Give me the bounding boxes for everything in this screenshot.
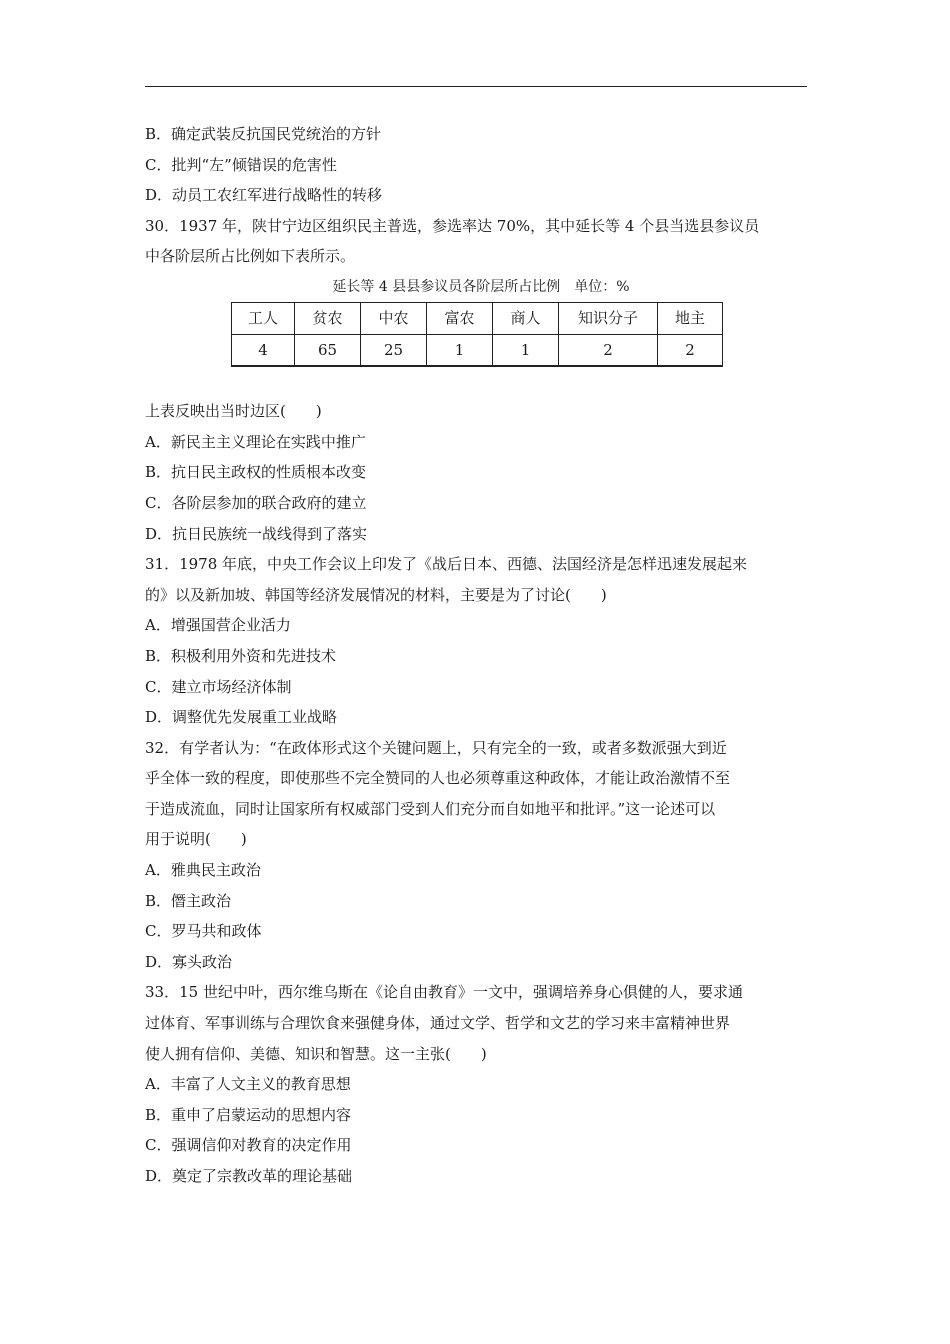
header-rule [145, 86, 807, 87]
q33-option-b: B．重申了启蒙运动的思想内容 [145, 1105, 352, 1124]
q31-option-d: D．调整优先发展重工业战略 [145, 708, 338, 727]
table-value-cell: 25 [361, 334, 427, 366]
q30-option-d: D．抗日民族统一战线得到了落实 [145, 524, 368, 543]
table-header-cell: 知识分子 [559, 302, 658, 334]
q33-option-d: D．奠定了宗教改革的理论基础 [145, 1167, 353, 1185]
q33-option-a: A．丰富了人文主义的教育思想 [145, 1075, 351, 1094]
q31-option-b: B．积极利用外资和先进技术 [145, 646, 337, 665]
q32-option-c: C．罗马共和政体 [145, 922, 262, 941]
q31-option-a: A．增强国营企业活力 [145, 616, 291, 635]
table-value-cell: 1 [427, 334, 493, 366]
q30-option-b: B．抗日民主政权的性质根本改变 [145, 463, 367, 482]
table-value-cell: 2 [658, 334, 723, 366]
q30-stem-line-2: 中各阶层所占比例如下表所示。 [145, 247, 356, 266]
table-header-cell: 工人 [232, 302, 295, 334]
q29-option-d: D．动员工农红军进行战略性的转移 [145, 186, 383, 205]
table-header-cell: 中农 [361, 302, 427, 334]
q32-option-d: D．寡头政治 [145, 952, 233, 971]
table-header-cell: 富农 [427, 302, 493, 334]
q33-stem-line-1: 33．15 世纪中叶，西尔维乌斯在《论自由教育》一文中，强调培养身心俱健的人，要求通 [145, 983, 743, 1002]
question-32 [145, 733, 807, 978]
question-33 [145, 977, 807, 1191]
table-header-cell: 商人 [493, 302, 559, 334]
q30-table-value-row [232, 334, 723, 366]
q31-stem-line-1: 31．1978 年底，中央工作会议上印发了《战后日本、西德、法国经济是怎样迅速发展起来 [145, 555, 748, 574]
q33-option-c: C．强调信仰对教育的决定作用 [145, 1136, 352, 1155]
q32-stem-line-4: 用于说明( ) [145, 830, 247, 849]
table-value-cell: 1 [493, 334, 559, 366]
table-value-cell: 2 [559, 334, 658, 366]
table-value-cell: 4 [232, 334, 295, 366]
q33-stem-line-2: 过体育、军事训练与合理饮食来强健身体，通过文学、哲学和文艺的学习来丰富精神世界 [145, 1014, 731, 1033]
q30-stem-line-1: 30．1937 年，陕甘宁边区组织民主普选，参选率达 70%，其中延长等 4 个县当选县参议员 [145, 216, 760, 235]
q32-option-a: A．雅典民主政治 [145, 861, 261, 880]
question-30 [145, 211, 807, 549]
q30-table-caption: 延长等 4 县县参议员各阶层所占比例 单位：% [332, 278, 630, 295]
q30-table [231, 302, 723, 367]
q32-stem-line-2: 乎全体一致的程度，即使那些不完全赞同的人也必须尊重这种政体，才能让政治激情不至 [145, 769, 731, 788]
q33-stem-line-3: 使人拥有信仰、美德、知识和智慧。这一主张( ) [145, 1044, 487, 1063]
q29-options [145, 119, 807, 211]
q30-option-a: A．新民主主义理论在实践中推广 [145, 432, 366, 451]
q32-stem-line-1: 32．有学者认为：“在政体形式这个关键问题上，只有完全的一致，或者多数派强大到近 [145, 738, 727, 757]
table-value-cell: 65 [295, 334, 361, 366]
question-31 [145, 549, 807, 733]
q32-stem-line-3: 于造成流血，同时让国家所有权威部门受到人们充分而自如地平和批评。”这一论述可以 [145, 799, 716, 818]
exam-content [145, 119, 807, 1192]
table-header-cell: 地主 [658, 302, 723, 334]
q30-option-c: C．各阶层参加的联合政府的建立 [145, 493, 367, 512]
table-header-cell: 贫农 [295, 302, 361, 334]
q31-option-c: C．建立市场经济体制 [145, 677, 292, 696]
q30-prompt: 上表反映出当时边区( ) [145, 402, 322, 421]
q29-option-c: C．批判“左”倾错误的危害性 [145, 155, 337, 174]
q32-option-b: B．僭主政治 [145, 891, 232, 910]
q29-option-b: B．确定武装反抗国民党统治的方针 [145, 125, 382, 143]
q30-table-header-row [232, 302, 723, 334]
q31-stem-line-2: 的》以及新加坡、韩国等经济发展情况的材料，主要是为了讨论( ) [145, 585, 607, 604]
